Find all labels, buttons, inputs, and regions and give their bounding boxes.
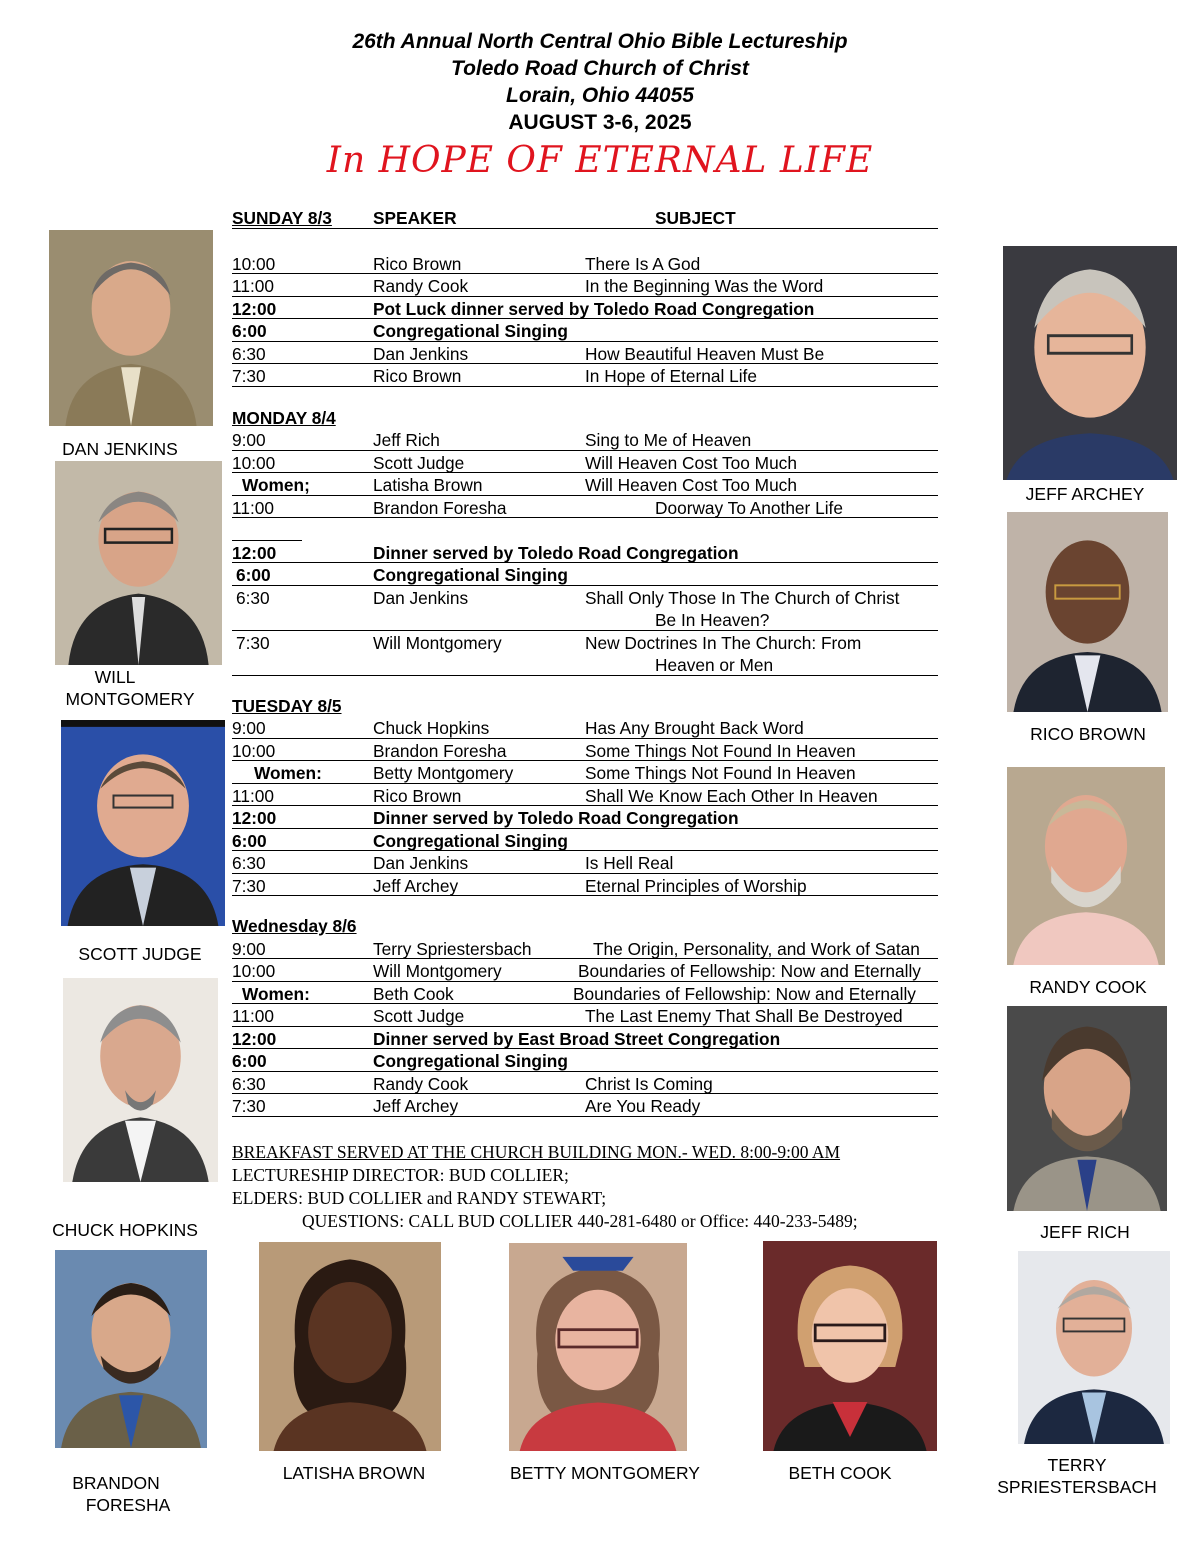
table-row xyxy=(232,807,972,830)
time: Women: xyxy=(242,983,310,1004)
time: 10:00 xyxy=(232,961,276,981)
table-row xyxy=(232,275,972,298)
subject: Doorway To Another Life xyxy=(655,497,843,518)
randy-cook-name: RANDY COOK xyxy=(1029,977,1147,997)
table-row xyxy=(232,740,972,763)
rico-brown-photo xyxy=(1007,512,1168,712)
speaker: Chuck Hopkins xyxy=(373,718,490,738)
event: Dinner served by Toledo Road Congregation xyxy=(373,808,739,828)
time: 7:30 xyxy=(236,632,270,653)
page-header xyxy=(0,28,1200,184)
event-dates: AUGUST 3-6, 2025 xyxy=(508,111,692,134)
subject: Eternal Principles of Worship xyxy=(585,875,807,896)
speaker: Will Montgomery xyxy=(373,632,502,653)
table-row xyxy=(232,429,972,452)
time: 12:00 xyxy=(232,542,277,563)
time: 12:00 xyxy=(232,808,277,828)
subject: In the Beginning Was the Word xyxy=(585,276,824,296)
speaker: Brandon Foresha xyxy=(373,740,507,761)
subject: Shall We Know Each Other In Heaven xyxy=(585,785,878,806)
subject: Are You Ready xyxy=(585,1096,701,1116)
time: 9:00 xyxy=(232,718,266,738)
subject: Shall Only Those In The Church of Christ xyxy=(585,587,900,608)
time: 6:00 xyxy=(232,1051,267,1071)
subject: Will Heaven Cost Too Much xyxy=(585,475,797,495)
speaker: Will Montgomery xyxy=(373,961,502,981)
event: Dinner served by East Broad Street Congregation xyxy=(373,1028,781,1049)
time: Women: xyxy=(254,763,322,783)
chuck-hopkins-photo xyxy=(63,978,218,1182)
time: 12:00 xyxy=(232,1028,277,1049)
table-row xyxy=(232,365,972,388)
church-location: Lorain, Ohio 44055 xyxy=(506,84,694,107)
sunday-label: SUNDAY 8/3 xyxy=(232,208,332,228)
time: Women; xyxy=(242,475,310,495)
subject: Has Any Brought Back Word xyxy=(585,718,804,738)
brandon-foresha-photo xyxy=(55,1250,207,1448)
divider xyxy=(232,519,972,542)
table-row xyxy=(232,983,972,1006)
randy-cook-photo xyxy=(1007,767,1165,965)
beth-cook-photo xyxy=(763,1241,937,1451)
subject: Will Heaven Cost Too Much xyxy=(585,452,797,473)
table-row xyxy=(232,320,972,343)
brandon-foresha-name xyxy=(38,1472,218,1516)
table-row xyxy=(232,343,972,366)
speaker: Scott Judge xyxy=(373,452,465,473)
name-line: BRANDON xyxy=(72,1473,160,1493)
speaker: Dan Jenkins xyxy=(373,343,469,364)
scott-judge-name: SCOTT JUDGE xyxy=(78,944,202,964)
table-row xyxy=(232,1073,972,1096)
table-row xyxy=(232,632,972,655)
subject: In Hope of Eternal Life xyxy=(585,366,757,386)
chuck-hopkins-name: CHUCK HOPKINS xyxy=(52,1220,198,1240)
name-line: FORESHA xyxy=(85,1495,171,1515)
table-row xyxy=(232,497,972,520)
church-name: Toledo Road Church of Christ xyxy=(451,57,749,80)
time: 7:30 xyxy=(232,1096,266,1116)
table-row xyxy=(232,875,972,898)
time: 11:00 xyxy=(232,276,274,296)
time: 11:00 xyxy=(232,497,274,518)
subject: How Beautiful Heaven Must Be xyxy=(585,343,825,364)
speaker: Terry Spriestersbach xyxy=(373,938,532,959)
table-row xyxy=(232,564,972,587)
time: 10:00 xyxy=(232,452,276,473)
monday-label: MONDAY 8/4 xyxy=(232,407,336,428)
questions-note: QUESTIONS: CALL BUD COLLIER 440-281-6480 or Office: 440-233-5489; xyxy=(302,1211,858,1231)
table-row xyxy=(232,253,972,276)
speaker: Beth Cook xyxy=(373,983,454,1004)
event: Congregational Singing xyxy=(373,830,568,851)
subject: Some Things Not Found In Heaven xyxy=(585,763,856,783)
time: 12:00 xyxy=(232,298,277,319)
speaker: Randy Cook xyxy=(373,1073,469,1094)
footer-info xyxy=(232,1141,858,1233)
table-row xyxy=(232,654,972,677)
time: 10:00 xyxy=(232,740,276,761)
time: 6:30 xyxy=(232,1073,266,1094)
time: 7:30 xyxy=(232,875,266,896)
table-row xyxy=(232,960,972,983)
speaker: Rico Brown xyxy=(373,785,462,806)
table-row xyxy=(232,762,972,785)
table-row xyxy=(232,1028,972,1051)
time: 7:30 xyxy=(232,366,266,386)
event: Dinner served by Toledo Road Congregation xyxy=(373,542,739,563)
subject: Some Things Not Found In Heaven xyxy=(585,740,856,761)
latisha-brown-name: LATISHA BROWN xyxy=(282,1463,426,1483)
subject: Boundaries of Fellowship: Now and Eternally xyxy=(578,961,921,981)
table-row xyxy=(232,298,972,321)
subject-column-header: SUBJECT xyxy=(655,208,736,228)
jeff-rich-photo xyxy=(1007,1006,1167,1211)
latisha-brown-photo xyxy=(259,1242,441,1451)
table-row xyxy=(232,542,972,565)
speaker: Dan Jenkins xyxy=(373,853,469,873)
table-row xyxy=(232,830,972,853)
speaker: Jeff Rich xyxy=(373,430,440,450)
table-row xyxy=(232,785,972,808)
time: 11:00 xyxy=(232,785,274,806)
time: 6:30 xyxy=(232,853,266,873)
terry-spriestersbach-photo xyxy=(1018,1251,1170,1444)
time: 6:30 xyxy=(232,343,266,364)
table-row xyxy=(232,1050,972,1073)
jeff-rich-name: JEFF RICH xyxy=(1040,1222,1130,1242)
theme-title: In HOPE OF ETERNAL LIFE xyxy=(326,140,874,181)
event: Congregational Singing xyxy=(373,1051,568,1071)
time: 11:00 xyxy=(232,1006,274,1026)
subject: Christ Is Coming xyxy=(585,1073,713,1094)
table-row xyxy=(232,717,972,740)
jeff-archey-photo xyxy=(1003,246,1177,480)
speaker-column-header: SPEAKER xyxy=(373,208,457,228)
time: 9:00 xyxy=(232,430,266,450)
beth-cook-name: BETH COOK xyxy=(788,1463,892,1483)
name-line: WILL xyxy=(94,667,136,687)
speaker: Dan Jenkins xyxy=(373,587,469,608)
time: 9:00 xyxy=(232,938,266,959)
jeff-archey-name: JEFF ARCHEY xyxy=(1025,484,1145,504)
time: 6:00 xyxy=(236,565,271,585)
speaker: Jeff Archey xyxy=(373,1096,459,1116)
time: 10:00 xyxy=(232,253,276,274)
terry-spriestersbach-name xyxy=(987,1454,1167,1498)
subject-continued: Heaven or Men xyxy=(655,655,774,675)
time: 6:00 xyxy=(232,830,267,851)
table-row xyxy=(232,587,972,610)
time: 6:30 xyxy=(236,587,270,608)
subject: New Doctrines In The Church: From xyxy=(585,632,862,653)
table-row xyxy=(232,452,972,475)
will-montgomery-name xyxy=(40,666,220,710)
dan-jenkins-name: DAN JENKINS xyxy=(62,439,178,459)
table-row xyxy=(232,474,972,497)
name-line: SPRIESTERSBACH xyxy=(997,1477,1157,1497)
scott-judge-photo xyxy=(61,720,225,926)
speaker: Jeff Archey xyxy=(373,875,459,896)
event: Congregational Singing xyxy=(373,565,568,585)
table-row xyxy=(232,1005,972,1028)
betty-montgomery-name: BETTY MONTGOMERY xyxy=(510,1463,700,1483)
speaker: Rico Brown xyxy=(373,366,462,386)
speaker: Latisha Brown xyxy=(373,475,483,495)
speaker: Betty Montgomery xyxy=(373,763,514,783)
subject: Is Hell Real xyxy=(585,853,674,873)
name-line: MONTGOMERY xyxy=(65,689,195,709)
name-line: TERRY xyxy=(1047,1455,1107,1475)
betty-montgomery-photo xyxy=(509,1243,687,1451)
dan-jenkins-photo xyxy=(49,230,213,426)
subject: The Last Enemy That Shall Be Destroyed xyxy=(585,1006,903,1026)
director-note: LECTURESHIP DIRECTOR: BUD COLLIER; xyxy=(232,1165,569,1185)
elders-note: ELDERS: BUD COLLIER and RANDY STEWART; xyxy=(232,1188,607,1208)
subject-continued: Be In Heaven? xyxy=(655,610,770,630)
tuesday-label: TUESDAY 8/5 xyxy=(232,695,342,716)
table-row xyxy=(232,852,972,875)
speaker: Randy Cook xyxy=(373,276,469,296)
table-row xyxy=(232,938,972,961)
speaker: Scott Judge xyxy=(373,1006,465,1026)
schedule xyxy=(232,207,972,1118)
table-row xyxy=(232,1095,972,1118)
breakfast-note: BREAKFAST SERVED AT THE CHURCH BUILDING MON.- WED. 8:00-9:00 AM xyxy=(232,1142,841,1162)
subject: There Is A God xyxy=(585,253,701,274)
wednesday-label: Wednesday 8/6 xyxy=(232,916,357,936)
schedule-header-row xyxy=(232,207,972,230)
subject: Boundaries of Fellowship: Now and Eternally xyxy=(573,983,916,1004)
will-montgomery-photo xyxy=(55,461,222,665)
subject: Sing to Me of Heaven xyxy=(585,430,752,450)
event: Pot Luck dinner served by Toledo Road Congregation xyxy=(373,298,815,319)
time: 6:00 xyxy=(232,321,267,341)
lectureship-title: 26th Annual North Central Ohio Bible Lectureship xyxy=(352,30,848,53)
table-row xyxy=(232,609,972,632)
event: Congregational Singing xyxy=(373,321,568,341)
subject: The Origin, Personality, and Work of Satan xyxy=(593,938,920,959)
speaker: Brandon Foresha xyxy=(373,497,507,518)
speaker: Rico Brown xyxy=(373,253,462,274)
rico-brown-name: RICO BROWN xyxy=(1030,724,1146,744)
